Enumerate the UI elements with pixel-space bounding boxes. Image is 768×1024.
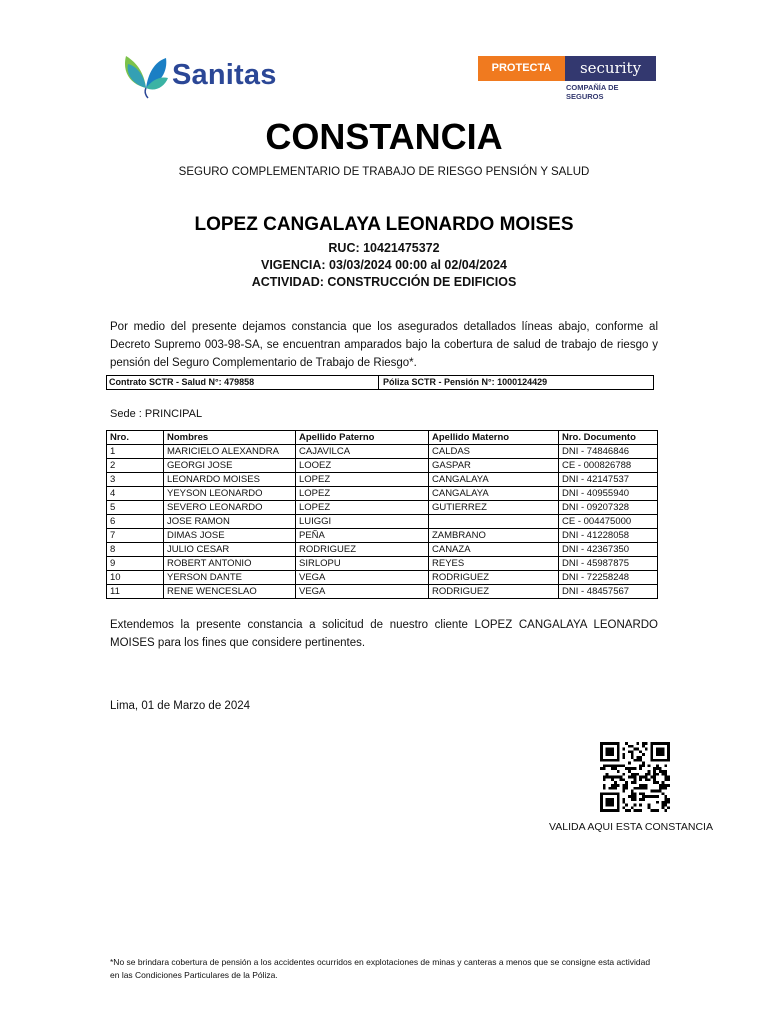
table-cell: DNI - 42147537 xyxy=(559,473,658,487)
table-cell: DNI - 48457567 xyxy=(559,585,658,599)
policy-validity: VIGENCIA: 03/03/2024 00:00 al 02/04/2024 xyxy=(261,258,507,272)
table-cell: GEORGI JOSE xyxy=(164,459,296,473)
table-cell: MARICIELO ALEXANDRA xyxy=(164,445,296,459)
table-row xyxy=(107,487,658,501)
table-cell: JOSE RAMON xyxy=(164,515,296,529)
security-logo-text: security xyxy=(565,56,656,81)
insured-workers-table xyxy=(106,430,658,599)
sanitas-logo-text: Sanitas xyxy=(172,59,277,91)
footnote: *No se brindara cobertura de pensión a los accidentes ocurridos en explotaciones de minas y canteras a menos que se consigne esta actividad en las Condiciones Particulares de la Póliza. xyxy=(110,957,651,980)
table-cell: DNI - 09207328 xyxy=(559,501,658,515)
table-cell: CE - 004475000 xyxy=(559,515,658,529)
table-cell: VEGA xyxy=(296,585,429,599)
sede-label: Sede : PRINCIPAL xyxy=(110,408,203,420)
protecta-logo-bar xyxy=(478,56,656,81)
table-cell: DNI - 40955940 xyxy=(559,487,658,501)
table-cell: 5 xyxy=(107,501,164,515)
table-cell: RODRIGUEZ xyxy=(429,585,559,599)
sanitas-logo xyxy=(122,44,292,100)
closing-paragraph: Extendemos la presente constancia a solicitud de nuestro cliente LOPEZ CANGALAYA LEONARDO MOISES para los fines que considere pertinentes. xyxy=(110,619,658,649)
table-cell: 1 xyxy=(107,445,164,459)
issue-date: Lima, 01 de Marzo de 2024 xyxy=(110,700,251,712)
table-cell xyxy=(429,515,559,529)
table-cell: JULIO CESAR xyxy=(164,543,296,557)
table-cell: LOPEZ xyxy=(296,501,429,515)
table-cell: 10 xyxy=(107,571,164,585)
table-row xyxy=(107,459,658,473)
table-row xyxy=(107,529,658,543)
table-cell: DNI - 41228058 xyxy=(559,529,658,543)
table-header-row xyxy=(107,431,658,445)
table-cell: LEONARDO MOISES xyxy=(164,473,296,487)
table-cell: LUIGGI xyxy=(296,515,429,529)
contract-number: Contrato SCTR - Salud N°: 479858 xyxy=(107,376,379,389)
intro-paragraph: Por medio del presente dejamos constancia que los asegurados detallados líneas abajo, conforme al Decreto Supremo 003-98-SA, se encuentran amparados bajo la cobertura de salud de trabajo de riesgo y pensión del Seguro Complementario de Trabajo de Riesgo*. xyxy=(110,321,658,369)
document-title: CONSTANCIA xyxy=(265,116,503,157)
table-cell: CALDAS xyxy=(429,445,559,459)
column-header: Nro. xyxy=(107,431,164,445)
table-row xyxy=(107,585,658,599)
table-cell: GASPAR xyxy=(429,459,559,473)
column-header: Nombres xyxy=(164,431,296,445)
column-header: Apellido Materno xyxy=(429,431,559,445)
table-cell: LOPEZ xyxy=(296,487,429,501)
table-cell: RODRIGUEZ xyxy=(429,571,559,585)
table-row xyxy=(107,557,658,571)
table-cell: SIRLOPU xyxy=(296,557,429,571)
table-cell: REYES xyxy=(429,557,559,571)
qr-code[interactable] xyxy=(598,742,672,812)
protecta-logo-text: PROTECTA xyxy=(478,56,565,81)
table-cell: SEVERO LEONARDO xyxy=(164,501,296,515)
document-subtitle: SEGURO COMPLEMENTARIO DE TRABAJO DE RIESGO PENSIÓN Y SALUD xyxy=(178,166,590,178)
table-cell: GUTIERREZ xyxy=(429,501,559,515)
table-row xyxy=(107,445,658,459)
table-cell: ZAMBRANO xyxy=(429,529,559,543)
table-cell: CAJAVILCA xyxy=(296,445,429,459)
table-cell: 8 xyxy=(107,543,164,557)
protecta-logo-subtitle: COMPAÑÍA DE SEGUROS xyxy=(566,83,619,101)
table-cell: 9 xyxy=(107,557,164,571)
table-cell: RODRIGUEZ xyxy=(296,543,429,557)
table-cell: DNI - 45987875 xyxy=(559,557,658,571)
protecta-security-logo xyxy=(478,56,658,101)
table-cell: DNI - 72258248 xyxy=(559,571,658,585)
table-row xyxy=(107,515,658,529)
table-cell: 6 xyxy=(107,515,164,529)
table-cell: 2 xyxy=(107,459,164,473)
policy-number: Póliza SCTR - Pensión N°: 1000124429 xyxy=(383,377,548,387)
table-cell: LOPEZ xyxy=(296,473,429,487)
column-header: Apellido Paterno xyxy=(296,431,429,445)
table-cell: RENE WENCESLAO xyxy=(164,585,296,599)
client-ruc: RUC: 10421475372 xyxy=(328,241,440,255)
table-cell: 4 xyxy=(107,487,164,501)
table-cell: CANGALAYA xyxy=(429,487,559,501)
table-cell: DIMAS JOSE xyxy=(164,529,296,543)
column-header: Nro. Documento xyxy=(559,431,658,445)
butterfly-icon xyxy=(122,44,172,100)
table-cell: 7 xyxy=(107,529,164,543)
table-cell: YEYSON LEONARDO xyxy=(164,487,296,501)
table-row xyxy=(107,501,658,515)
client-name: LOPEZ CANGALAYA LEONARDO MOISES xyxy=(194,214,574,235)
table-cell: YERSON DANTE xyxy=(164,571,296,585)
qr-caption: VALIDA AQUI ESTA CONSTANCIA xyxy=(549,821,713,833)
table-cell: ROBERT ANTONIO xyxy=(164,557,296,571)
table-cell: CANGALAYA xyxy=(429,473,559,487)
table-cell: 11 xyxy=(107,585,164,599)
contract-info-box xyxy=(106,375,654,390)
table-cell: 3 xyxy=(107,473,164,487)
table-row xyxy=(107,571,658,585)
table-cell: DNI - 74846846 xyxy=(559,445,658,459)
table-cell: PEÑA xyxy=(296,529,429,543)
table-row xyxy=(107,543,658,557)
table-cell: DNI - 42367350 xyxy=(559,543,658,557)
table-cell: CANAZA xyxy=(429,543,559,557)
client-activity: ACTIVIDAD: CONSTRUCCIÓN DE EDIFICIOS xyxy=(251,275,517,289)
table-cell: VEGA xyxy=(296,571,429,585)
table-row xyxy=(107,473,658,487)
table-body xyxy=(107,445,658,599)
table-cell: CE - 000826788 xyxy=(559,459,658,473)
table-cell: LOOEZ xyxy=(296,459,429,473)
